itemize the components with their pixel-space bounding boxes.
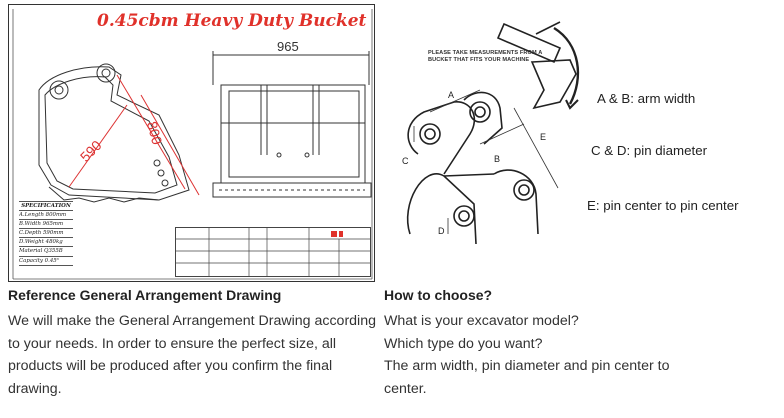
measurement-note: PLEASE TAKE MEASUREMENTS FROM A BUCKET THAT FITS YOUR MACHINE (428, 50, 543, 63)
spec-heading: SPECIFICATION (19, 201, 73, 211)
dimension-800: 800 (143, 119, 166, 147)
arrangement-drawing (8, 4, 375, 282)
question-line: What is your excavator model? (384, 313, 579, 329)
drawing-paragraph: We will make the General Arrangement Drawing according to your needs. In order to ensure the perfect size, all products will be produced after you confirm the final drawing. (8, 313, 376, 397)
letter-b: B (494, 154, 501, 164)
spec-row: Capacity 0.45³ (19, 257, 73, 266)
letter-d: D (438, 226, 445, 236)
left-column (8, 4, 376, 397)
drawing-title-block (175, 227, 371, 277)
letter-c: C (402, 156, 409, 166)
question-line: Which type do you want? (384, 335, 543, 352)
bucket-linkage-illustration (384, 4, 776, 264)
how-to-choose-list (384, 310, 776, 400)
label-pin-diameter: C & D: pin diameter (591, 143, 708, 158)
question-line: The arm width, pin diameter and pin center to (384, 358, 670, 374)
spec-row: A.Length 800mm (19, 211, 73, 220)
letter-e: E (540, 132, 547, 142)
spec-row: D.Weight 480kg (19, 238, 73, 247)
label-pin-center: E: pin center to pin center (587, 198, 739, 213)
spec-row: C.Depth 590mm (19, 229, 73, 238)
dimension-965: 965 (277, 39, 299, 54)
spec-row: B.Width 965mm (19, 220, 73, 229)
question-line: center. (384, 380, 427, 397)
letter-a: A (448, 90, 455, 100)
label-arm-width: A & B: arm width (597, 91, 696, 106)
measurement-diagram (384, 4, 776, 264)
specification-table (19, 201, 73, 266)
drawing-title: 0.45cbm Heavy Duty Bucket (97, 11, 367, 31)
how-to-choose-heading: How to choose? (384, 287, 493, 303)
spec-row: Material Q355B (19, 247, 73, 256)
dimension-590: 590 (76, 137, 105, 165)
drawing-caption: Reference General Arrangement Drawing (8, 287, 282, 303)
